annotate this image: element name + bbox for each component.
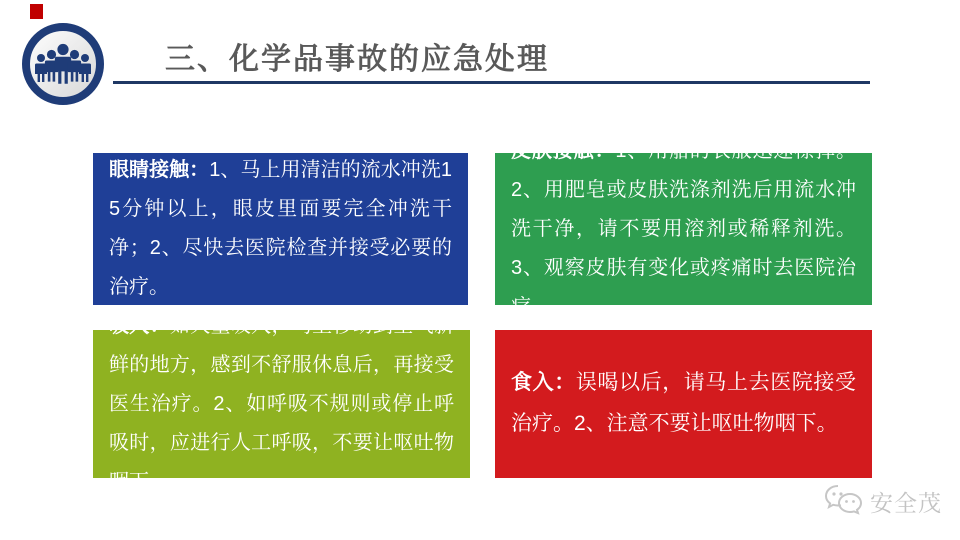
card-body: 1、马上用清洁的流水冲洗15分钟以上，眼皮里面要完全冲洗干净；2、尽快去医院检查并接受必要的治疗。	[109, 159, 453, 298]
title-underline	[113, 81, 870, 84]
people-group-icon	[21, 22, 105, 106]
people-group-badge	[21, 22, 105, 106]
card-label: 吸入：	[109, 314, 170, 337]
card-label: 食入：	[511, 371, 576, 395]
page-title: 三、化学品事故的应急处理	[165, 43, 549, 76]
card-label: 皮肤接触：	[511, 139, 616, 162]
card-inhalation	[93, 314, 470, 493]
card-body: 如大量吸入，马上移动到空气新鲜的地方，感到不舒服休息后，再接受医生治疗。2、如呼吸不规则或停止呼吸时，应进行人工呼吸，不要让呕吐物咽下。	[109, 314, 454, 493]
card-ingestion	[495, 330, 872, 478]
chat-bubbles-icon	[824, 484, 864, 518]
watermark	[824, 484, 942, 518]
red-accent-bar	[30, 4, 43, 19]
card-body: 1、用船的衣服迅速檫掉。2、用肥皂或皮肤洗涤剂洗后用流水冲洗干净，请不要用溶剂或稀释剂洗。3、观察皮肤有变化或疼痛时去医院治疗。	[511, 139, 857, 318]
card-label: 眼睛接触：	[109, 159, 210, 181]
watermark-text: 安全茂	[870, 489, 942, 516]
card-eye-contact	[93, 153, 468, 305]
card-body: 误喝以后，请马上去医院接受治疗。2、注意不要让呕吐物咽下。	[511, 371, 857, 435]
card-skin-contact	[495, 139, 872, 318]
